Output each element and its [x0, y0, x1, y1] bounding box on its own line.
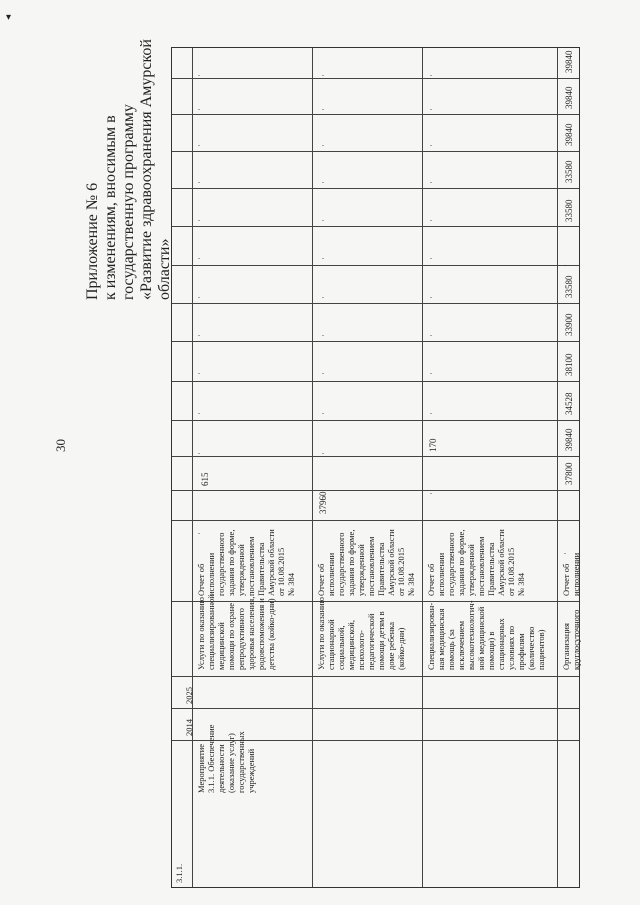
empty-mark: . [322, 367, 324, 376]
service-name: Услуги по оказанию стационарной социальной, медицинской, психолого- педагогической помощи детям в доме ребенка (койко-дни) [316, 597, 406, 670]
empty-mark: . [198, 291, 200, 300]
annex-line: области» [156, 238, 173, 300]
row-rule [422, 48, 423, 887]
col-rule [172, 78, 579, 79]
empty-mark: . [430, 69, 432, 78]
service-name: Специализирован- ная медицинская помощь (за исключением высокотехнологич- ной медицинской помощи) в стационарных условиях по профилям (количество пациентов) [426, 600, 546, 670]
empty-mark: . [198, 214, 200, 223]
program-table [171, 47, 580, 888]
cell-value: 37800 [564, 462, 574, 485]
row-rule [192, 48, 193, 887]
cell-value: 33580 [564, 160, 574, 183]
col-rule [172, 151, 579, 152]
cell-value: 39840 [564, 50, 574, 73]
empty-mark: . [198, 447, 200, 456]
service-name: Организация круглосуточного [561, 609, 581, 670]
scan-mark: ▾ [6, 12, 12, 23]
cell-value: 615 [200, 472, 210, 486]
report-form: Отчет об исполнении государственного задания по форме, утвержденной постановлением Правительства Амурской области от 10.08.2015 № 384 [426, 529, 526, 596]
empty-mark: . [322, 447, 324, 456]
empty-mark: . [322, 69, 324, 78]
empty-mark: . [430, 367, 432, 376]
col-rule [172, 226, 579, 227]
cell-value: 33580 [564, 275, 574, 298]
empty-mark: . [564, 259, 566, 268]
empty-mark: . [322, 214, 324, 223]
empty-mark: . [198, 69, 200, 78]
row-rule [312, 48, 313, 887]
cell-value: 39840 [564, 123, 574, 146]
col-rule [172, 381, 579, 382]
empty-mark: . [322, 139, 324, 148]
empty-mark: . [198, 139, 200, 148]
col-rule [172, 420, 579, 421]
cell-value: 33900 [564, 313, 574, 336]
cell-value: 38100 [564, 353, 574, 376]
empty-mark: . [430, 291, 432, 300]
year-2025: 2025 [184, 687, 194, 704]
empty-mark: . [198, 329, 200, 338]
empty-mark: . [198, 176, 200, 185]
col-rule [172, 676, 579, 677]
empty-mark: . [430, 103, 432, 112]
col-rule [172, 188, 579, 189]
row-rule [557, 48, 558, 887]
year-2014: 2014 [184, 719, 194, 736]
report-form: Отчет об исполнении государственного задания по форме, утвержденной постановлением Правительства Амурской области от 10.08.2015 № 384 [196, 529, 296, 596]
empty-mark: . [322, 252, 324, 261]
col-rule [172, 265, 579, 266]
empty-mark: . [198, 367, 200, 376]
empty-mark: . [198, 527, 200, 536]
empty-mark: . [322, 103, 324, 112]
empty-mark: . [322, 176, 324, 185]
col-rule [172, 114, 579, 115]
cell-value: 34528 [564, 392, 574, 415]
empty-mark: . [198, 252, 200, 261]
annex-line: государственную программу [120, 104, 137, 300]
empty-mark: . [322, 291, 324, 300]
empty-mark: . [198, 103, 200, 112]
annex-line: «Развитие здравоохранения Амурской [138, 39, 155, 300]
col-rule [172, 520, 579, 521]
cell-value: 33580 [564, 199, 574, 222]
report-form: Отчет об исполнении государственного задания по форме, утвержденной постановлением Правительства Амурской области от 10.08.2015 № 384 [316, 529, 416, 596]
empty-mark: . [430, 139, 432, 148]
report-form: Отчет об исполнении [561, 552, 581, 596]
empty-mark: . [564, 547, 566, 556]
event-code: 3.1.1. [174, 863, 184, 883]
col-rule [172, 341, 579, 342]
col-rule [172, 303, 579, 304]
col-rule [172, 708, 579, 709]
annex-line: к изменениям, вносимым в [102, 115, 119, 300]
cell-value: 170 [428, 438, 438, 452]
empty-mark: . [430, 329, 432, 338]
event-description: Мероприятие 3.1.1. Обеспечение деятельности (оказание услуг) государственных учреждений [196, 724, 256, 793]
empty-mark: . [322, 329, 324, 338]
empty-mark: . [430, 487, 432, 496]
col-rule [172, 456, 579, 457]
page-number: 30 [53, 439, 68, 452]
empty-mark: . [430, 407, 432, 416]
cell-value: 37960 [318, 491, 328, 514]
empty-mark: . [198, 407, 200, 416]
cell-value: 39840 [564, 86, 574, 109]
annex-heading [84, 0, 174, 300]
col-rule [172, 490, 579, 491]
cell-value: 39840 [564, 428, 574, 451]
empty-mark: . [430, 252, 432, 261]
service-name: Услуги по оказанию специализированной медицинской помощи по охране репродуктивного здоровья населения, родовспоможения и детства (койко-дни) [196, 594, 276, 670]
annex-title: Приложение № 6 [84, 182, 101, 300]
empty-mark: . [322, 407, 324, 416]
empty-mark: . [430, 214, 432, 223]
empty-mark: . [430, 176, 432, 185]
